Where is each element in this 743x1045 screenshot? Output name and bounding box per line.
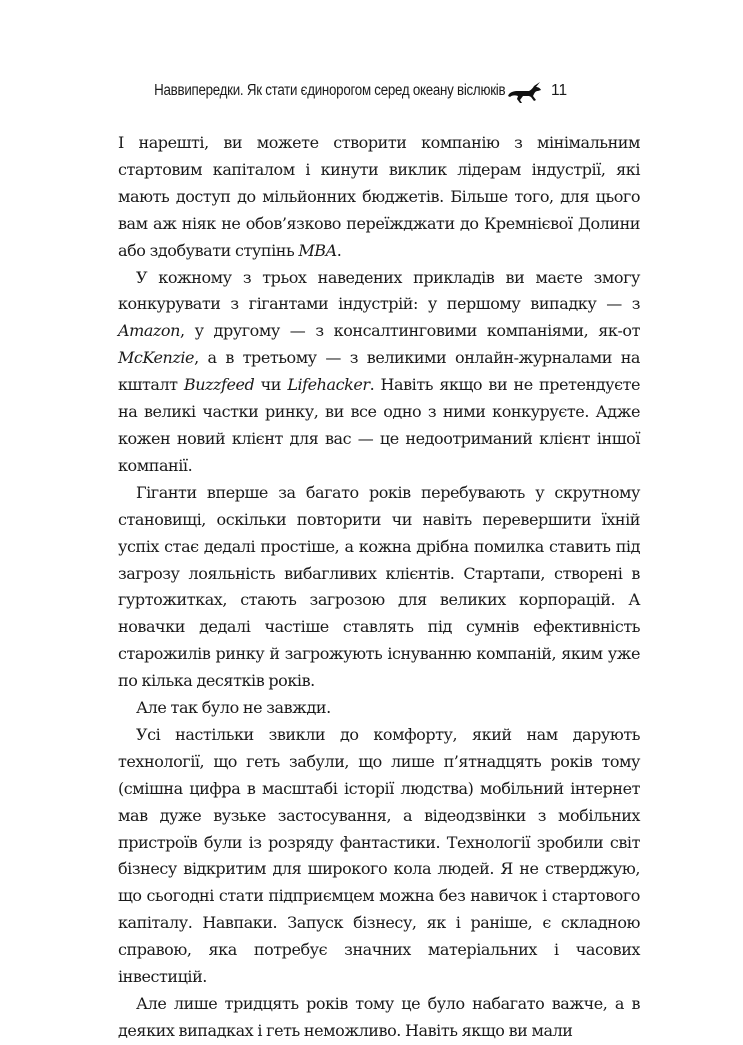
text-run: І нарешті, ви можете створити компанію з мінімальним стартовим капіталом і кинути виклик лідерам індустрії, які мають доступ до мільйонних бюджетів. Більше того, для цього вам аж ніяк не обов’язково переїжджати до Кремнієвої Долини або здобувати ступінь [118,133,640,260]
text-run: Але так було не завжди. [136,698,331,718]
italic-term: MBA [298,240,337,260]
italic-term: Lifehacker [287,375,370,395]
running-title: Наввипередки. Як стати єдинорогом серед океану віслюків [153,82,505,99]
italic-term: McKenzie [118,348,195,368]
body-text [118,130,640,1045]
text-run: чи [254,375,288,395]
text-run: , у другому — з консалтинговими компаніями, як-от [179,321,640,341]
unicorn-icon [507,80,543,104]
text-run: Але лише тридцять років тому це було набагато важче, а в деяких випадках і геть неможливо. Навіть якщо ви мали [118,994,640,1040]
paragraph [118,480,640,695]
text-run: У кожному з трьох наведених прикладів ви маєте змогу конкурувати з гігантами індустрій: у першому випадку — з [118,267,640,314]
paragraph [118,695,640,722]
page-number: 11 [551,82,568,99]
text-run: , а в третьому — з великими онлайн-журналами на кшталт [118,348,640,395]
paragraph [118,722,640,991]
paragraph [118,265,640,480]
paragraph [118,130,640,265]
running-header [0,80,743,104]
text-run: Усі настільки звикли до комфорту, який нам дарують технології, що геть забули, що лише п’ятнадцять років тому (смішна цифра в масштабі історії людства) мобільний інтернет мав дуже вузьке застосування, а відеодзвінки з мобільних пристроїв були із розряду фантастики. Технології зробили світ бізнесу відкритим для широкого кола людей. Я не стверджую, що сьогодні стати підприємцем можна без навичок і стартового капіталу. Навпаки. Запуск бізнесу, як і раніше, є складною справою, яка потребує значних матеріальних і часових інвестицій. [118,724,640,987]
text-run: . [336,240,342,260]
italic-term: Amazon [118,321,180,341]
italic-term: Buzzfeed [183,375,255,395]
text-run: Гіганти вперше за багато років перебувають у скрутному становищі, оскільки повторити чи навіть перевершити їхній успіх стає дедалі простіше, а кожна дрібна помилка ставить під загрозу лояльність вибагливих клієнтів. Стартапи, створені в гуртожитках, стають загрозою для великих корпорацій. А новачки дедалі частіше ставлять під сумнів ефективність старожилів ринку й загрожують існуванню компаній, яким уже по кілька десятків років. [118,482,640,691]
paragraph [118,991,640,1045]
text-run: . Навіть якщо ви не претендуєте на великі частки ринку, ви все одно з ними конкуруєте. Адже кожен новий клієнт для вас — це недоотриманий клієнт іншої компанії. [118,375,641,475]
